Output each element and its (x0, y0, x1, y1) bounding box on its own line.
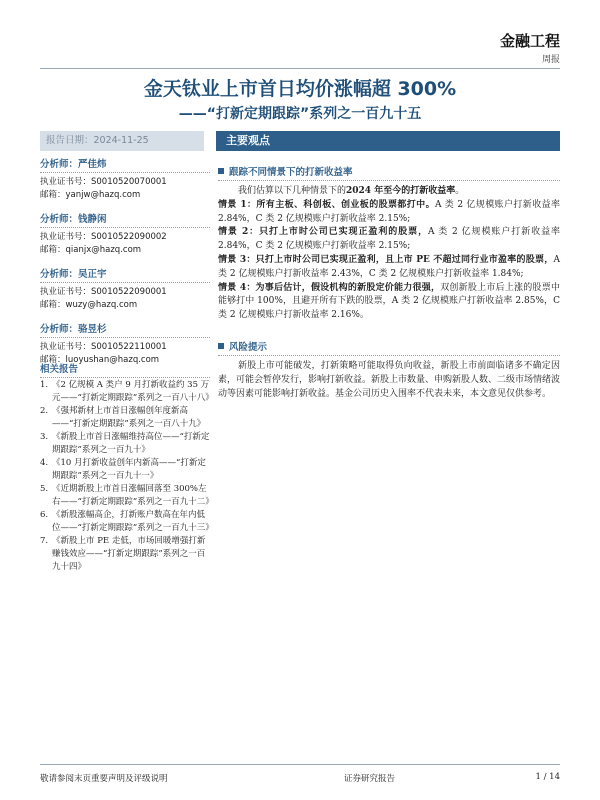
analyst-email: 邮箱：luoyushan@hazq.com (40, 355, 160, 365)
item-text: 《新股涨幅高企，打新账户数高在年内低位——“打新定期跟踪”系列之一百九十三》 (52, 510, 214, 533)
list-item[interactable] (40, 431, 212, 457)
square-bullet-icon (218, 168, 224, 174)
list-item[interactable] (40, 405, 212, 431)
item-text: 《新股上市 PE 走低，市场回暖增强打新赚钱效应——“打新定期跟踪”系列之一百九十四》 (52, 536, 206, 572)
item-number: 2. (40, 406, 49, 416)
square-bullet-icon (218, 343, 224, 349)
footer-divider (40, 764, 560, 765)
list-item[interactable] (40, 379, 212, 405)
scenario-label: 情景 2：只打上市时公司已实现正盈利的股票， (218, 227, 429, 238)
item-number: 3. (40, 432, 49, 442)
section-title: 跟踪不同情景下的打新收益率 (229, 167, 353, 178)
analyst-name: 分析师：严佳炜 (40, 156, 210, 173)
page-subtitle: ——“打新定期跟踪”系列之一百九十五 (178, 106, 422, 122)
scenario-label: 情景 3：只打上市时公司已实现正盈利，且上市 PE 不超过同行业市盈率的股票， (218, 254, 554, 265)
report-date: 报告日期：2024-11-25 (40, 131, 204, 151)
intro-end: 。 (455, 186, 465, 196)
analyst-license: 执业证书号：S0010520070001 (40, 177, 167, 187)
list-item[interactable] (40, 483, 212, 509)
section-heading (218, 164, 560, 181)
analyst-name: 分析师：吴正宇 (40, 266, 210, 283)
intro-paragraph (218, 185, 560, 199)
scenario-text: A 类 2 亿规模账户打新收益率 2.84%，C 类 2 亿规模账户打新收益率 2.15%; (218, 199, 561, 224)
item-text: 《近期新股上市首日涨幅回落至 300%左右——“打新定期跟踪”系列之一百九十二》 (52, 484, 214, 507)
key-points-banner (216, 131, 560, 151)
scenario-paragraph (218, 254, 560, 282)
analyst-list (40, 156, 210, 376)
analyst-name: 分析师：钱静闲 (40, 211, 210, 228)
footer-disclaimer: 敬请参阅末页重要声明及评级说明 (40, 774, 168, 784)
risk-paragraph: 新股上市可能破发，打新策略可能取得负向收益，新股上市前面临诸多不确定因素，可能会暂停发行，影响打新收益。新股上市数量、申购新股人数、二级市场情绪波动等因素可能影响打新收益。基金公司历史入围率不代表未来，本文意见仅供参考。 (218, 360, 561, 399)
item-number: 4. (40, 458, 49, 468)
related-reports-heading: 相关报告 (40, 361, 210, 378)
scenario-label: 情景 4：为事后估计，假设机构的新股定价能力很强， (218, 282, 441, 293)
scenario-text: 双创新股上市后上涨的股票中能够打中 100%，且避开所有下跌的股票，A 类 2 亿规模账户打新收益率 2.85%，C 类 2 亿规模账户打新收益率 2.16%。 (218, 282, 560, 321)
item-text: 《强邦新材上市首日涨幅创年度新高——“打新定期跟踪”系列之一百八十九》 (52, 406, 206, 429)
page-number: 1 / 14 (535, 772, 560, 782)
header-divider (40, 68, 560, 69)
related-reports-list (40, 379, 212, 574)
item-text: 《10 月打新收益创年内新高——“打新定期跟踪”系列之一百九十一》 (52, 458, 206, 481)
scenario-text: A 类 2 亿规模账户打新收益率 2.43%，C 类 2 亿规模账户打新收益率 1.84%; (218, 254, 560, 279)
page-title: 金天钛业上市首日均价涨幅超 300% (143, 78, 457, 100)
analyst-license: 执业证书号：S0010522090001 (40, 287, 167, 297)
analyst-email: 邮箱：yanjw@hazq.com (40, 190, 141, 200)
analyst-license: 执业证书号：S0010522090002 (40, 232, 167, 242)
item-number: 7. (40, 536, 49, 546)
analyst-card (40, 211, 210, 257)
section-title: 风险提示 (229, 341, 268, 353)
scenario-paragraph (218, 282, 560, 323)
scenario-paragraph (218, 199, 560, 227)
key-points-content (218, 164, 560, 401)
scenario-paragraph (218, 226, 560, 254)
list-item[interactable] (40, 535, 212, 574)
list-item[interactable] (40, 457, 212, 483)
item-text: 《2 亿规模 A 类户 9 月打新收益约 35 万元——“打新定期跟踪”系列之一百八十八》 (52, 380, 214, 403)
list-item[interactable] (40, 509, 212, 535)
scenario-text: A 类 2 亿规模账户打新收益率 2.84%，C 类 2 亿规模账户打新收益率 2.15%; (218, 227, 561, 252)
key-points-label: 主要观点 (226, 134, 270, 147)
report-brand: 金融工程 (499, 32, 560, 50)
item-number: 5. (40, 484, 49, 494)
section-heading (218, 339, 560, 356)
analyst-card (40, 266, 210, 312)
item-number: 6. (40, 510, 49, 520)
footer-label: 证券研究报告 (344, 774, 396, 784)
analyst-email: 邮箱：wuzy@hazq.com (40, 300, 138, 310)
item-text: 《新股上市首日涨幅维持高位——“打新定期跟踪”系列之一百九十》 (52, 432, 210, 455)
scenario-label: 情景 1：所有主板、科创板、创业板的股票都打中。 (218, 199, 435, 210)
intro-emphasis: 2024 年至今的打新收益率 (346, 186, 456, 196)
intro-text: 我们估算以下几种情景下的 (238, 186, 347, 196)
analyst-license: 执业证书号：S0010522110001 (40, 342, 167, 352)
item-number: 1. (40, 380, 49, 390)
analyst-card (40, 156, 210, 202)
analyst-email: 邮箱：qianjx@hazq.com (40, 245, 142, 255)
analyst-name: 分析师：骆昱杉 (40, 321, 210, 338)
report-type: 周报 (541, 55, 560, 65)
